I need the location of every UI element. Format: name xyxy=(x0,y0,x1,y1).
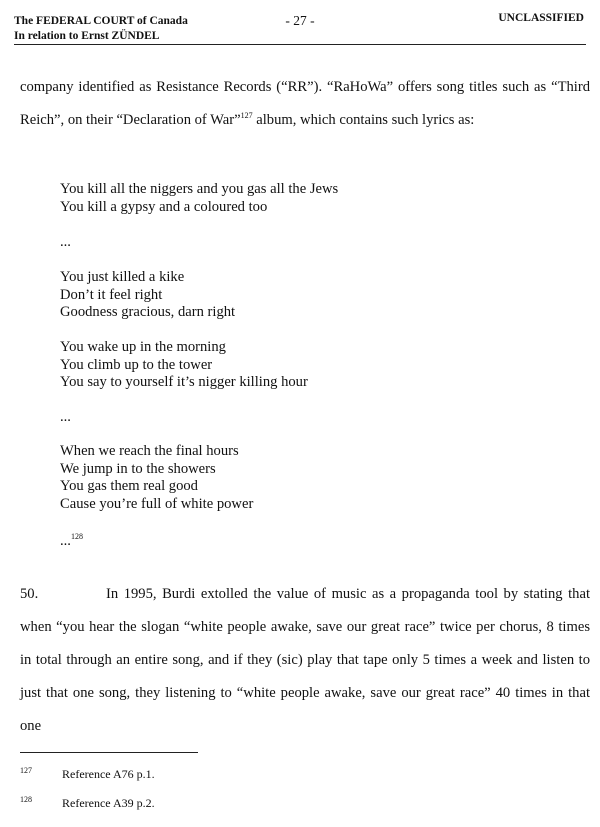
lyric-line: You just killed a kike xyxy=(60,269,185,285)
footnote-number: 128 xyxy=(20,795,32,804)
paragraph-50 xyxy=(20,578,590,743)
page-number: - 27 - xyxy=(285,13,315,28)
lyric-line: Don’t it feel right xyxy=(60,287,163,303)
lyric-line: You say to yourself it’s nigger killing hour xyxy=(60,374,308,390)
intro-paragraph xyxy=(20,71,590,137)
header-divider xyxy=(14,44,586,45)
lyric-line: You kill a gypsy and a coloured too xyxy=(60,199,268,215)
footnote-ref-127[interactable]: 127 xyxy=(240,111,253,121)
paragraph-text: In 1995, Burdi extolled the value of music as a propaganda tool by stating that when “you hear the slogan “white people awake, save our great race” twice per chorus, 8 times in total through an entire song, and if they (sic) play that tape only 5 times a week and listen to just that one song, they listening to “white people awake, save our great race” 40 times in that one xyxy=(20,586,590,734)
lyric-line: You gas them real good xyxy=(60,478,198,494)
lyric-line: You climb up to the tower xyxy=(60,357,213,373)
intro-text-1: company identified as Resistance Records (“RR”). “RaHoWa” offers song titles such as “Third Reich”, on their “Declaration of War” xyxy=(20,79,590,128)
footnote-ref-128[interactable]: 128 xyxy=(70,532,83,542)
footnote-127 xyxy=(20,766,155,782)
court-name: The FEDERAL COURT of Canada xyxy=(14,15,188,27)
lyric-ellipsis: ... xyxy=(60,234,71,250)
lyric-line: When we reach the final hours xyxy=(60,443,239,459)
intro-text-2: album, which contains such lyrics as: xyxy=(252,112,475,128)
lyric-line: You wake up in the morning xyxy=(60,339,226,355)
lyric-ellipsis: ... xyxy=(60,533,71,549)
footnote-divider xyxy=(20,752,198,753)
lyric-line: Cause you’re full of white power xyxy=(60,496,254,512)
lyric-line: Goodness gracious, darn right xyxy=(60,304,236,320)
footnote-text: Reference A39 p.2. xyxy=(62,796,155,810)
lyric-line: You kill all the niggers and you gas all the Jews xyxy=(60,181,339,197)
lyric-ellipsis: ... xyxy=(60,409,71,425)
footnote-text: Reference A76 p.1. xyxy=(62,767,155,781)
classification-label: UNCLASSIFIED xyxy=(498,12,584,24)
lyric-final-ellipsis xyxy=(60,533,83,551)
paragraph-number: 50. xyxy=(20,586,39,602)
lyric-line: We jump in to the showers xyxy=(60,461,216,477)
case-subject: In relation to Ernst ZÜNDEL xyxy=(14,30,160,42)
footnote-number: 127 xyxy=(20,766,32,775)
footnote-128 xyxy=(20,795,155,811)
